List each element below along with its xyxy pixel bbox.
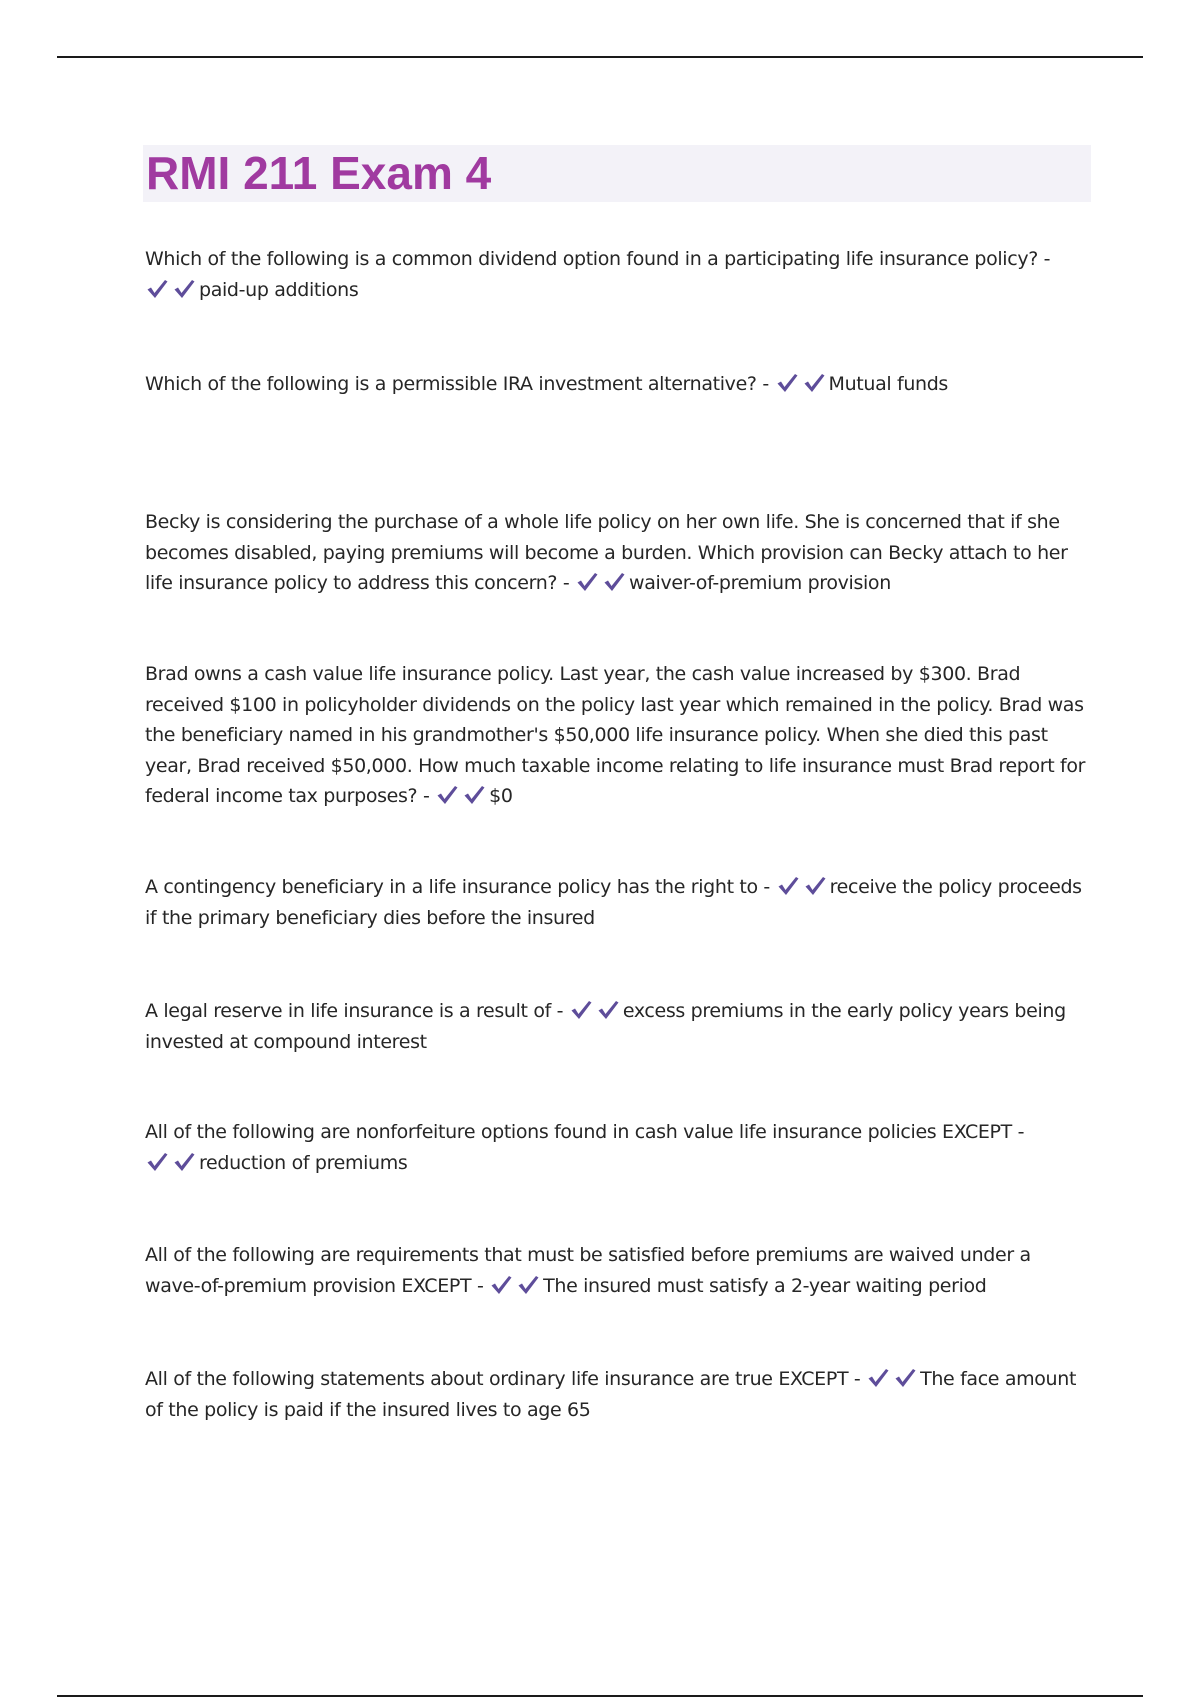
- question-text: A legal reserve in life insurance is a result of: [145, 1000, 551, 1022]
- qa-item: [145, 996, 1090, 1057]
- question-text: Becky is considering the purchase of a whole life policy on her own life. She is concerned that if she becomes disabled, paying premiums will become a burden. Which provision can Becky attach to her life insurance policy to address this concern?: [145, 511, 1068, 594]
- question-text: All of the following are requirements that must be satisfied before premiums are waived under a wave-of-premium provision EXCEPT: [145, 1244, 1031, 1297]
- check-pair: [145, 1152, 407, 1174]
- check-icon: [172, 1151, 196, 1173]
- check-icon: [489, 1274, 513, 1296]
- separator: -: [417, 785, 436, 807]
- check-icon: [145, 1151, 169, 1173]
- check-icon: [776, 875, 800, 897]
- separator: -: [550, 1000, 569, 1022]
- check-icon: [803, 875, 827, 897]
- check-icon: [802, 372, 826, 394]
- qa-item: [145, 659, 1090, 812]
- page-title: RMI 211 Exam 4: [146, 147, 492, 199]
- check-icon: [145, 278, 169, 300]
- check-icon: [569, 999, 593, 1021]
- question-text: Which of the following is a permissible IRA investment alternative?: [145, 373, 757, 395]
- check-icon: [462, 784, 486, 806]
- answer-text: receive the policy proceeds if the primary beneficiary dies before the insured: [145, 876, 1082, 929]
- separator: -: [848, 1368, 867, 1390]
- separator: -: [1011, 1121, 1025, 1143]
- top-rule: [57, 56, 1143, 58]
- check-icon: [775, 372, 799, 394]
- question-text: Brad owns a cash value life insurance policy. Last year, the cash value increased by $300. Brad received $100 in policyholder dividends on the policy last year which remained in the policy. Brad was the beneficiary named in his grandmother's $50,000 life insurance policy. When she died this past year, Brad received $50,000. How much taxable income relating to life insurance must Brad report for federal income tax purposes?: [145, 663, 1086, 807]
- answer-text: The insured must satisfy a 2-year waiting period: [543, 1274, 987, 1297]
- answer-text: Mutual funds: [828, 373, 948, 395]
- answer-text: The face amount of the policy is paid if the insured lives to age 65: [145, 1368, 1077, 1421]
- separator: -: [557, 572, 576, 594]
- check-icon: [516, 1274, 540, 1296]
- check-icon: [596, 999, 620, 1021]
- answer-text: $0: [489, 785, 513, 807]
- qa-item: [145, 369, 1090, 400]
- qa-item: [145, 1364, 1090, 1425]
- separator: -: [1037, 248, 1051, 270]
- qa-item: [145, 1240, 1090, 1301]
- qa-item: [145, 872, 1090, 933]
- check-icon: [575, 571, 599, 593]
- separator: -: [471, 1274, 490, 1297]
- question-text: All of the following are nonforfeiture options found in cash value life insurance policies EXCEPT: [145, 1121, 1012, 1143]
- question-text: All of the following statements about ordinary life insurance are true EXCEPT: [145, 1368, 849, 1390]
- answer-text: paid-up additions: [199, 278, 359, 301]
- bottom-rule: [57, 1695, 1143, 1697]
- check-icon: [866, 1367, 890, 1389]
- check-icon: [602, 571, 626, 593]
- qa-item: [145, 244, 1090, 305]
- separator: -: [756, 373, 775, 395]
- separator: -: [757, 876, 776, 898]
- check-icon: [172, 278, 196, 300]
- check-pair: [145, 279, 358, 301]
- question-text: A contingency beneficiary in a life insurance policy has the right to: [145, 876, 758, 898]
- answer-text: waiver-of-premium provision: [629, 572, 891, 594]
- qa-item: [145, 1117, 1090, 1178]
- qa-item: [145, 507, 1090, 599]
- check-icon: [893, 1367, 917, 1389]
- answer-text: excess premiums in the early policy years being invested at compound interest: [145, 1000, 1066, 1053]
- answer-text: reduction of premiums: [199, 1151, 408, 1174]
- check-icon: [435, 784, 459, 806]
- question-text: Which of the following is a common dividend option found in a participating life insurance policy?: [145, 248, 1038, 270]
